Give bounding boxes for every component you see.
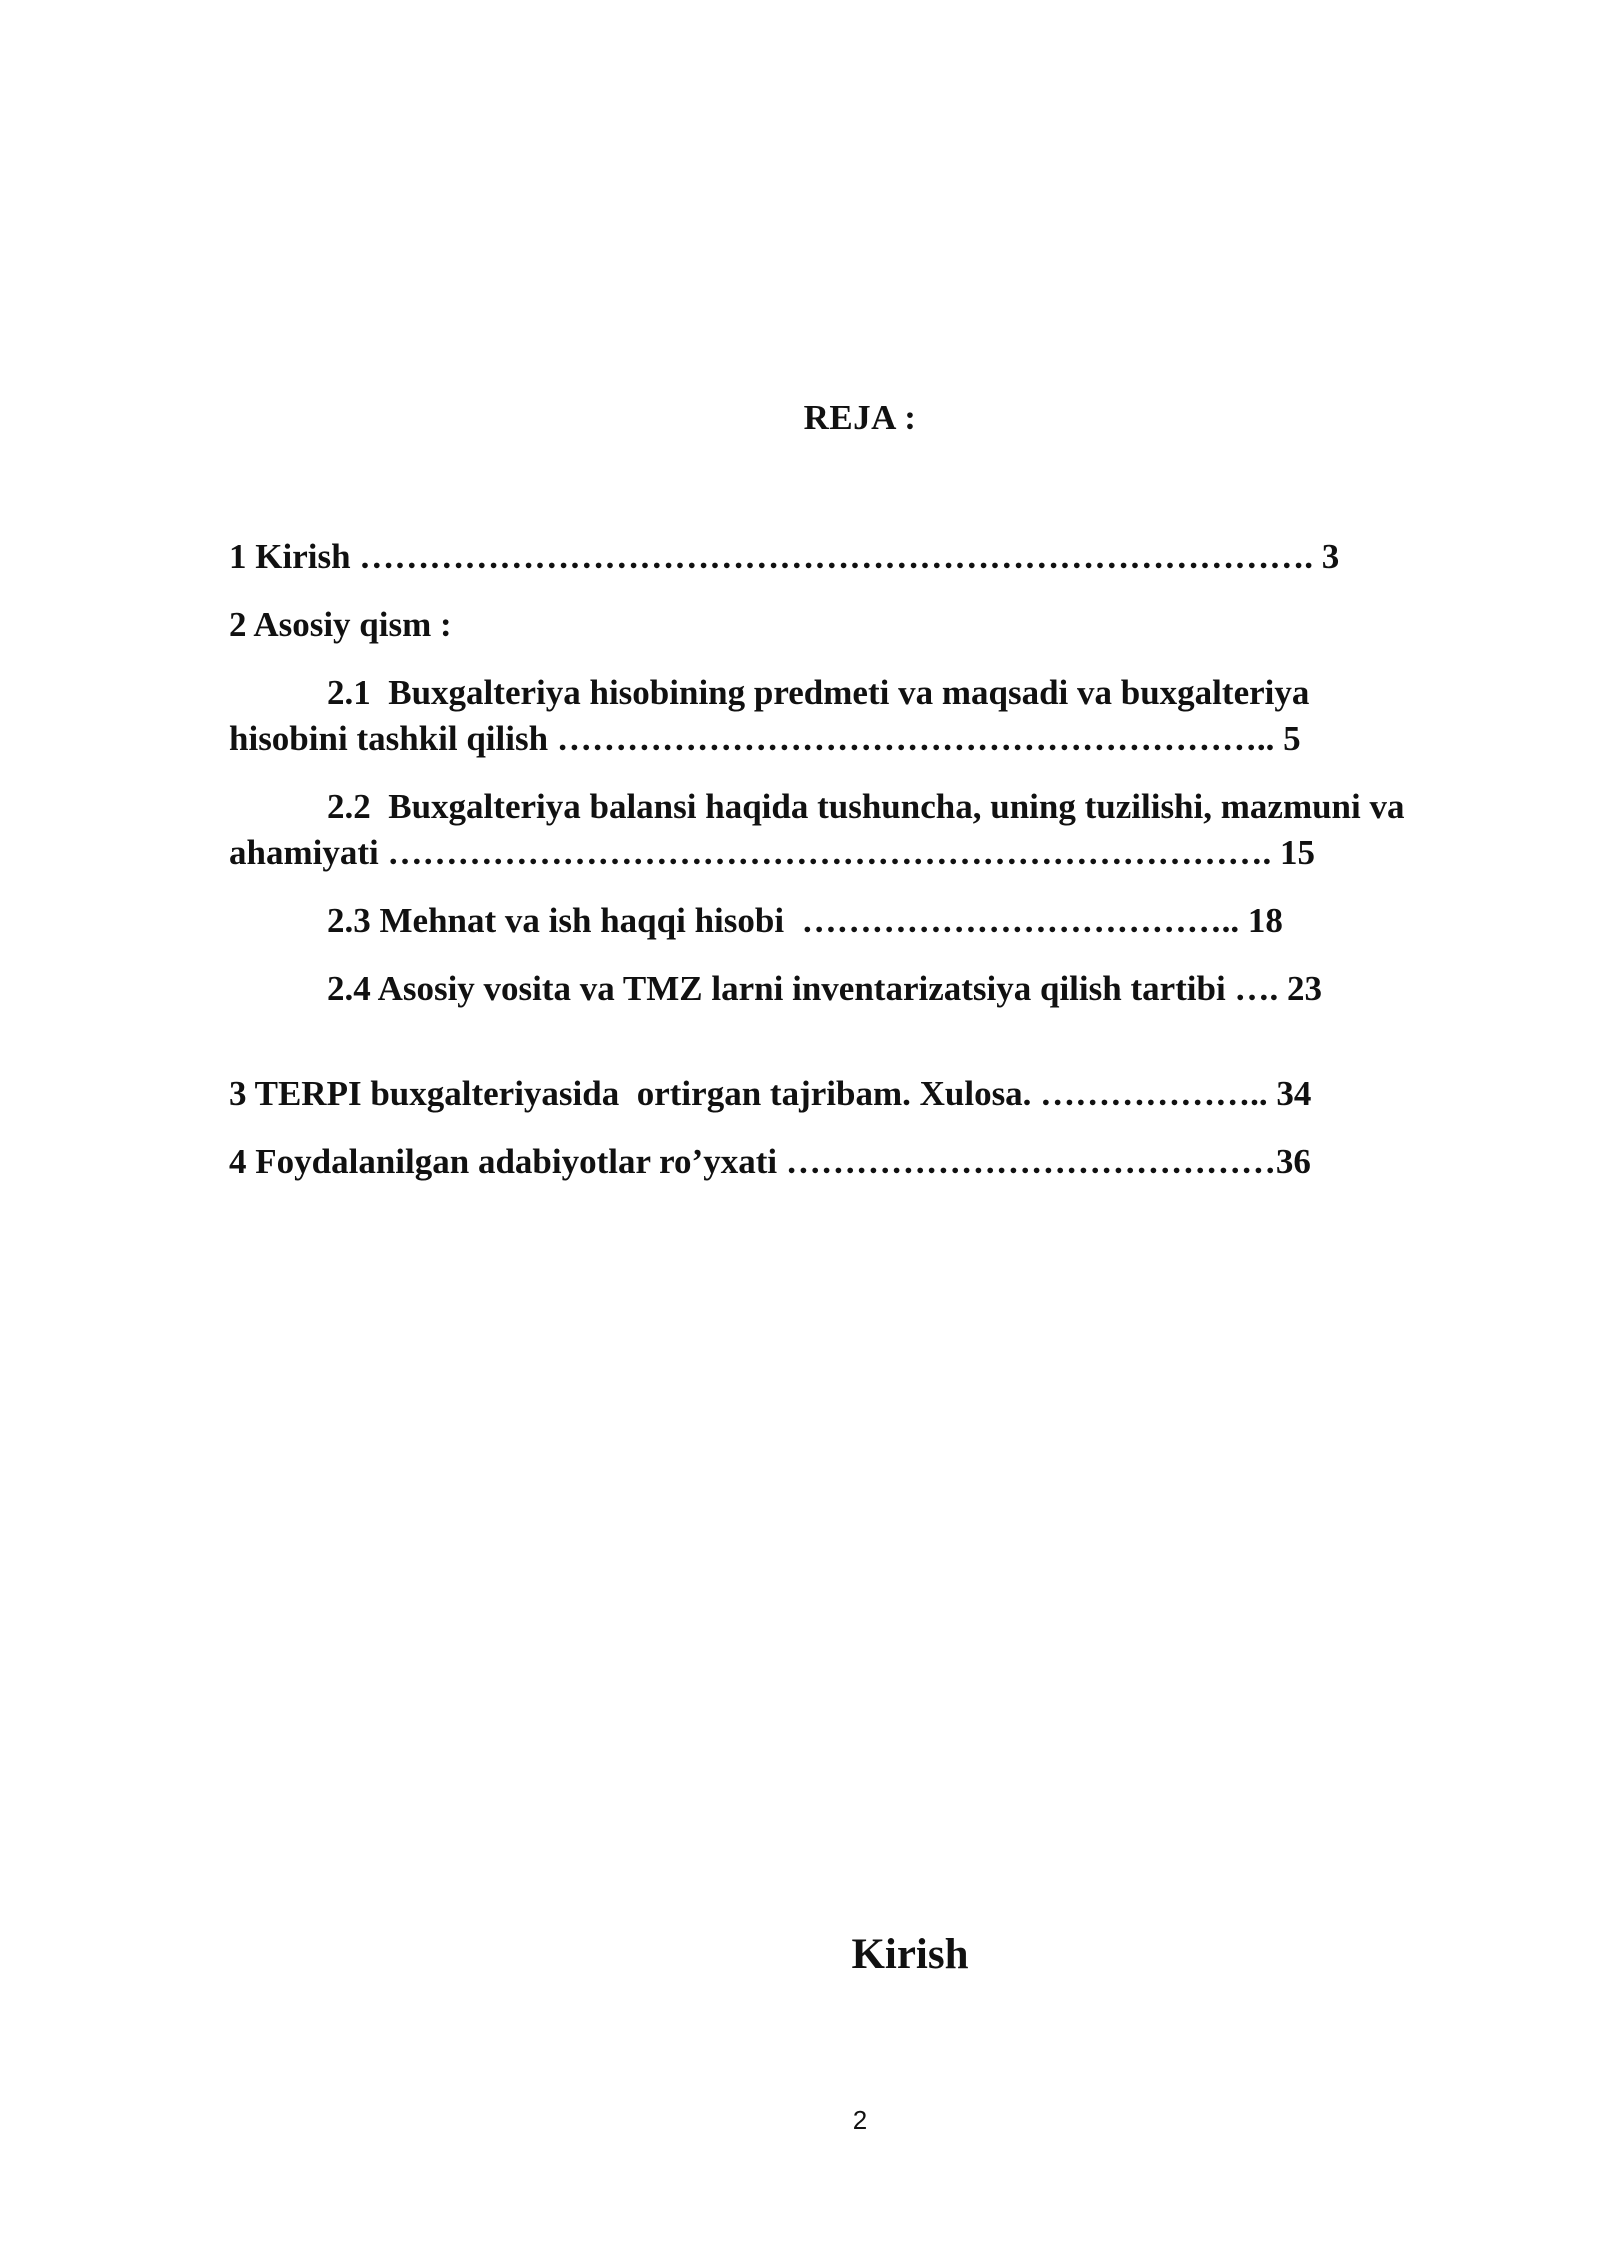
toc-item-terpi: 3 TERPI buxgalteriyasida ortirgan tajribam. Xulosa. ……………….. 34 bbox=[229, 1074, 1312, 1113]
toc-item-2-1-line2: hisobini tashkil qilish …………………………………………………….. 5 bbox=[229, 719, 1301, 758]
page-heading: REJA : bbox=[803, 398, 917, 437]
toc-item-2-2-line1: 2.2 Buxgalteriya balansi haqida tushuncha, uning tuzilishi, mazmuni va bbox=[327, 787, 1405, 826]
section-title-kirish: Kirish bbox=[851, 1931, 969, 1978]
toc-item-2-3: 2.3 Mehnat va ish haqqi hisobi ……………………………….. 18 bbox=[327, 901, 1283, 940]
toc-item-asosiy-qism: 2 Asosiy qism : bbox=[229, 605, 452, 644]
toc-item-2-1-line1: 2.1 Buxgalteriya hisobining predmeti va maqsadi va buxgalteriya bbox=[327, 673, 1310, 712]
page-number: 2 bbox=[852, 2105, 868, 2135]
toc-item-2-4: 2.4 Asosiy vosita va TMZ larni inventarizatsiya qilish tartibi …. 23 bbox=[327, 969, 1322, 1008]
toc-item-kirish: 1 Kirish ………………………………………………………………………. 3 bbox=[229, 537, 1340, 576]
toc-item-2-2-line2: ahamiyati …………………………………………………………………. 15 bbox=[229, 833, 1315, 872]
toc-item-adabiyotlar: 4 Foydalanilgan adabiyotlar ro’yxati ……………………………………36 bbox=[229, 1142, 1311, 1181]
